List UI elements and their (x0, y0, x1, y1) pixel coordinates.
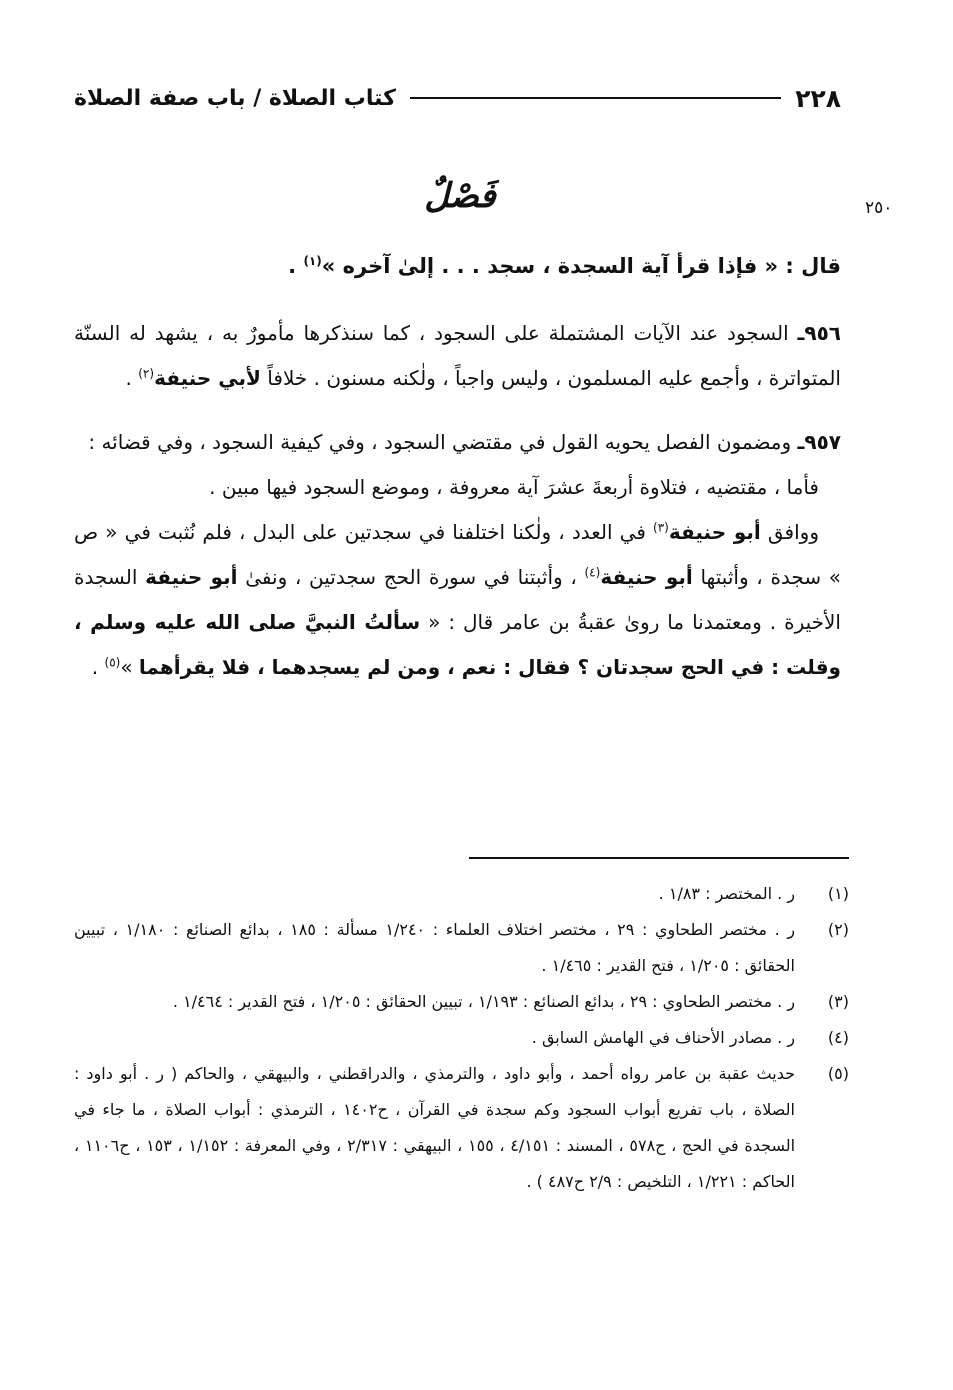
bold-name: أبو حنيفة (145, 565, 238, 589)
footnote-5 (74, 1056, 849, 1200)
qala-end: . (288, 254, 304, 278)
page-number: ٢٢٨ (795, 83, 841, 113)
footnote-2 (74, 912, 849, 984)
qala-quote: « فإذا قرأ آية السجدة ، سجد . . . إلىٰ آخره » (321, 254, 779, 278)
bold-name: أبو حنيفة (600, 565, 693, 589)
qala-line (74, 246, 841, 286)
footnote-3 (74, 984, 849, 1020)
paragraph-text: السجود عند الآيات المشتملة على السجود ، كما سنذكرها مأمورٌ به ، يشهد له السنّة المتواترة ، وأجمع عليه المسلمون ، وليس واجباً ، ولٰكنه مسنون . خلافاً (74, 321, 841, 390)
bold-name: أبو حنيفة (668, 520, 761, 544)
paragraph-number: ٩٥٦ـ (797, 321, 841, 345)
section-heading: فَصْلٌ (424, 176, 496, 216)
footnote-4 (74, 1020, 849, 1056)
running-header (74, 78, 841, 118)
qala-ref: (١) (303, 254, 322, 268)
footnote-ref: (٢) (138, 366, 155, 381)
footnote-ref: (٥) (104, 655, 121, 670)
footnote-number: (٥) (827, 1064, 849, 1083)
paragraph-text: ومضمون الفصل يحويه القول في مقتضي السجود ، وفي كيفية السجود ، وفي قضائه : (88, 430, 798, 454)
footnote-number: (٣) (827, 992, 849, 1011)
paragraph-957 (74, 420, 841, 465)
paragraph-text: فأما ، مقتضيه ، فتلاوة أربعةَ عشرَ آية معروفة ، وموضع السجود فيها مبين . (209, 475, 819, 499)
footnote-number: (٤) (827, 1028, 849, 1047)
footnote-1 (74, 876, 849, 912)
paragraph-number: ٩٥٧ـ (797, 430, 841, 454)
header-title: كتاب الصلاة / باب صفة الصلاة (74, 85, 396, 111)
footnote-text: حديث عقبة بن عامر رواه أحمد ، وأبو داود ، والترمذي ، والدراقطني ، والبيهقي ، والحاكم ( ر . أبو داود : الصلاة ، باب تفريع أبواب السجود وكم سجدة في القرآن ، ح١٤٠٢ ، الترمذي : أبواب الصلاة ، ما جاء في السجدة في الحج ، ح٥٧٨ ، المسند : ٤/١٥١ ، ١٥٥ ، البيهقي : ٢/٣١٧ ، وفي المعرفة : ١/١٥٢ ، ١٥٣ ، ح١١٠٦ ، الحاكم : ١/٢٢١ ، التلخيص : ٢/٩ ح٤٨٧ ) . (74, 1064, 796, 1191)
footnote-text: ر . مختصر الطحاوي : ٢٩ ، مختصر اختلاف العلماء : ١/٢٤٠ مسألة : ١٨٥ ، بدائع الصنائع : ١/١٨٠ ، تبيين الحقائق : ١/٢٠٥ ، فتح القدير : ١/٤٦٥ . (74, 920, 796, 975)
footnote-text: ر . المختصر : ١/٨٣ . (658, 884, 795, 903)
footnote-ref: (٣) (653, 520, 669, 535)
text-run: » (120, 655, 139, 679)
text-run: السجدة الأخيرة . ومعتمدنا ما رویٰ عقبةُ بن عامر قال : « (74, 565, 841, 634)
paragraph-end: . (125, 366, 139, 390)
text-run: . (91, 655, 105, 679)
footnote-divider (469, 857, 849, 859)
footnote-number: (١) (827, 884, 849, 903)
paragraph-wafaqa (74, 510, 841, 690)
qala-label: قال : (785, 254, 841, 278)
margin-number: ٢٥٠ (865, 198, 893, 218)
main-text (74, 311, 841, 690)
footnote-ref: (٤) (584, 565, 601, 580)
paragraph-fa-amma (74, 465, 841, 510)
header-rule (410, 97, 781, 99)
hadith-quote: سألتُ النبيَّ صلى الله عليه وسلم ، وقلت : في الحج سجدتان ؟ فقال : نعم ، ومن لم يسجدهما ، فلا يقرأهما (74, 610, 841, 679)
bold-name: لأبي حنيفة (154, 366, 261, 390)
text-run: ، وأثبتنا في سورة الحج سجدتين ، ونفىٰ (237, 565, 585, 589)
footnote-text: ر . مصادر الأحناف في الهامش السابق . (531, 1028, 795, 1047)
footnotes (74, 876, 849, 1200)
paragraph-956 (74, 311, 841, 401)
text-run: في العدد ، ولٰكنا اختلفنا في سجدتين على البدل ، فلم نُثبت في « ص » سجدة ، وأثبتها (74, 520, 841, 589)
text-run: ووافق (760, 520, 819, 544)
footnote-number: (٢) (827, 920, 849, 939)
footnote-text: ر . مختصر الطحاوي : ٢٩ ، بدائع الصنائع : ١/١٩٣ ، تبيين الحقائق : ١/٢٠٥ ، فتح القدير : ١/٤٦٤ . (172, 992, 795, 1011)
